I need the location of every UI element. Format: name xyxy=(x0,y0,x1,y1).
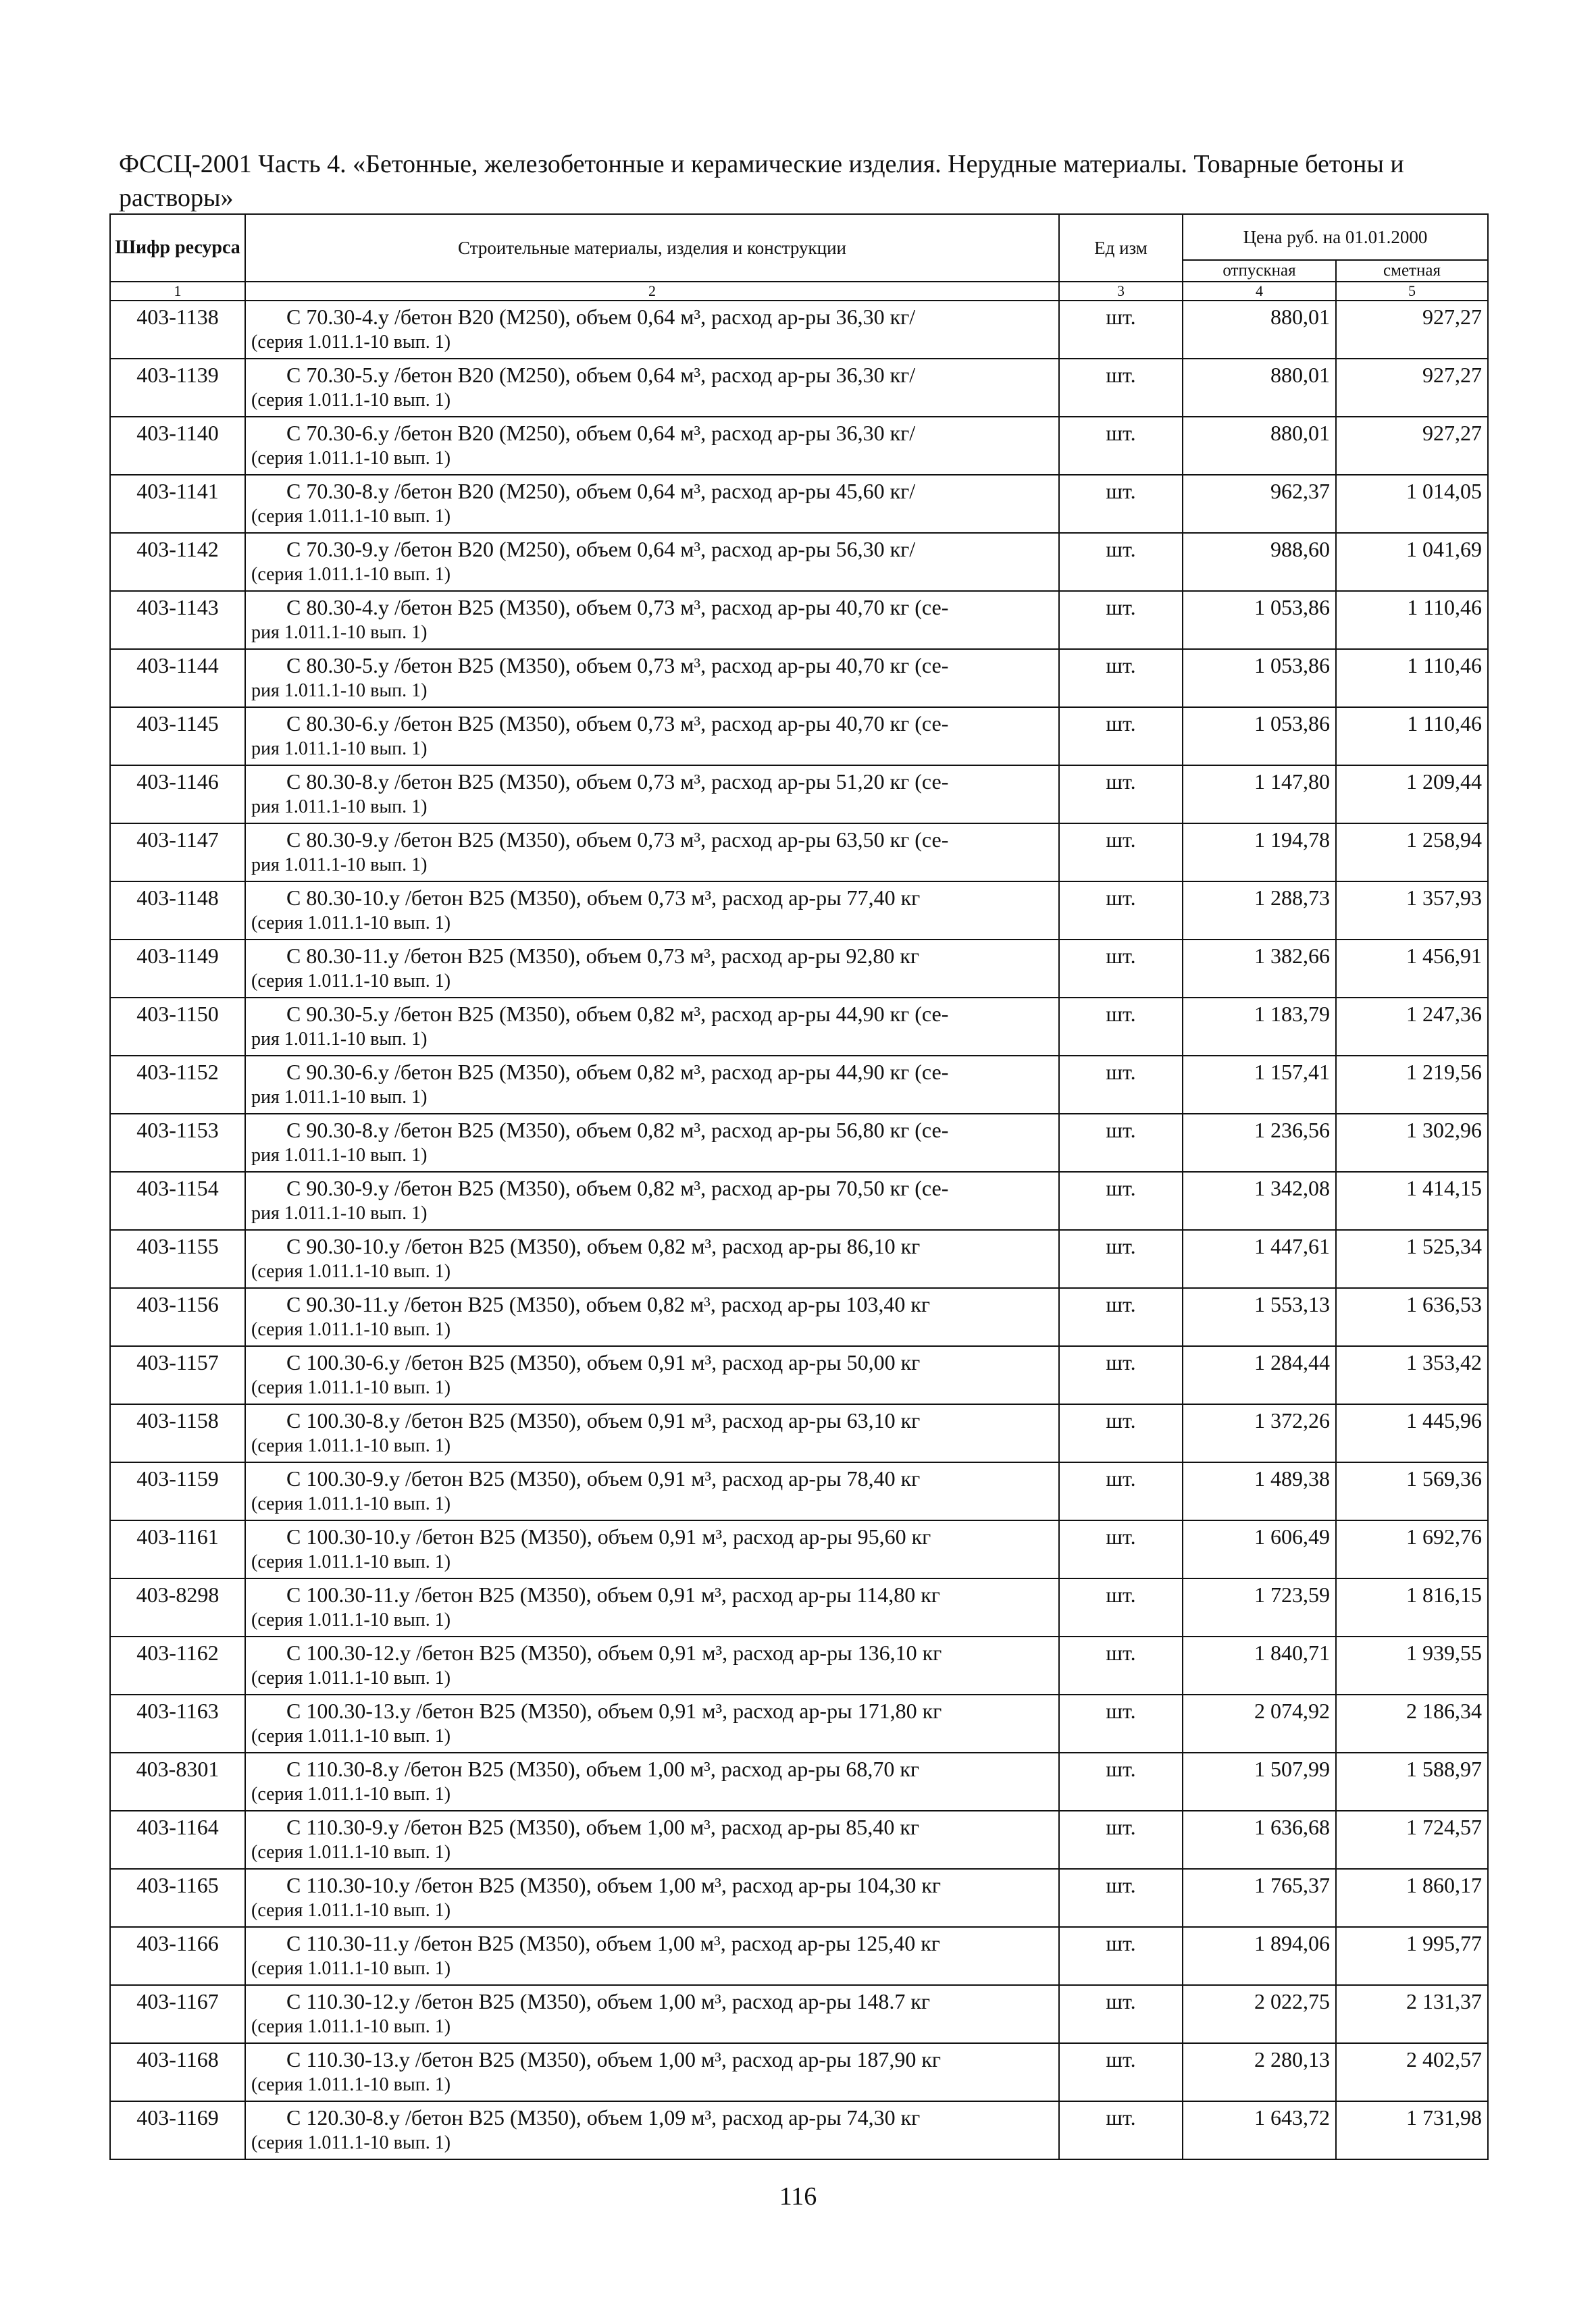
material-name xyxy=(245,417,1059,475)
material-name-line1: С 110.30-13.у /бетон В25 (М350), объем 1,00 м³, расход ар-ры 187,90 кг xyxy=(286,2047,942,2072)
col-number: 4 xyxy=(1183,282,1336,301)
resource-code: 403-1157 xyxy=(110,1346,245,1404)
resource-code: 403-1156 xyxy=(110,1288,245,1346)
price-estimate: 1 357,93 xyxy=(1336,881,1488,940)
price-release: 962,37 xyxy=(1183,475,1336,533)
resource-code: 403-1163 xyxy=(110,1695,245,1753)
unit: шт. xyxy=(1059,998,1183,1056)
price-estimate: 1 816,15 xyxy=(1336,1578,1488,1637)
material-name xyxy=(245,707,1059,765)
material-name xyxy=(245,940,1059,998)
price-estimate: 2 402,57 xyxy=(1336,2043,1488,2101)
material-name-line1: С 70.30-9.у /бетон В20 (М250), объем 0,64 м³, расход ар-ры 56,30 кг/ xyxy=(286,537,916,561)
table-row xyxy=(110,823,1488,881)
material-name xyxy=(245,1927,1059,1985)
price-release: 1 765,37 xyxy=(1183,1869,1336,1927)
material-name-line1: С 100.30-10.у /бетон В25 (М350), объем 0,91 м³, расход ар-ры 95,60 кг xyxy=(286,1524,931,1549)
table-row xyxy=(110,533,1488,591)
material-name-line1: С 100.30-12.у /бетон В25 (М350), объем 0,91 м³, расход ар-ры 136,10 кг xyxy=(286,1641,942,1665)
price-release: 2 022,75 xyxy=(1183,1985,1336,2043)
resource-code: 403-1141 xyxy=(110,475,245,533)
price-estimate: 1 302,96 xyxy=(1336,1114,1488,1172)
price-estimate: 1 110,46 xyxy=(1336,591,1488,649)
price-release: 1 288,73 xyxy=(1183,881,1336,940)
material-name-line2: (серия 1.011.1-10 вып. 1) xyxy=(251,1435,451,1456)
material-name-line2: (серия 1.011.1-10 вып. 1) xyxy=(251,1784,451,1805)
table-row xyxy=(110,881,1488,940)
resource-code: 403-1154 xyxy=(110,1172,245,1230)
resource-code: 403-1161 xyxy=(110,1520,245,1578)
resource-code: 403-1167 xyxy=(110,1985,245,2043)
table-row xyxy=(110,1056,1488,1114)
price-estimate: 1 209,44 xyxy=(1336,765,1488,823)
material-name xyxy=(245,2043,1059,2101)
material-name xyxy=(245,1520,1059,1578)
header-price-estimate: сметная xyxy=(1336,260,1488,282)
price-release: 1 636,68 xyxy=(1183,1811,1336,1869)
resource-code: 403-1139 xyxy=(110,359,245,417)
material-name-line2: рия 1.011.1-10 вып. 1) xyxy=(251,1203,428,1224)
header-code: Шифр ресурса xyxy=(110,214,245,282)
material-name-line2: (серия 1.011.1-10 вып. 1) xyxy=(251,390,451,411)
price-release: 1 183,79 xyxy=(1183,998,1336,1056)
material-name-line2: рия 1.011.1-10 вып. 1) xyxy=(251,680,428,701)
price-release: 1 723,59 xyxy=(1183,1578,1336,1637)
table-row xyxy=(110,1927,1488,1985)
material-name-line2: (серия 1.011.1-10 вып. 1) xyxy=(251,332,451,353)
material-name-line1: С 110.30-11.у /бетон В25 (М350), объем 1,00 м³, расход ар-ры 125,40 кг xyxy=(286,1931,940,1955)
table-row xyxy=(110,707,1488,765)
material-name-line1: С 120.30-8.у /бетон В25 (М350), объем 1,09 м³, расход ар-ры 74,30 кг xyxy=(286,2105,921,2130)
table-row xyxy=(110,1985,1488,2043)
material-name xyxy=(245,1753,1059,1811)
unit: шт. xyxy=(1059,2101,1183,2159)
material-name-line2: (серия 1.011.1-10 вып. 1) xyxy=(251,1610,451,1630)
material-name-line1: С 80.30-10.у /бетон В25 (М350), объем 0,73 м³, расход ар-ры 77,40 кг xyxy=(286,885,921,910)
material-name xyxy=(245,1811,1059,1869)
resource-code: 403-1162 xyxy=(110,1637,245,1695)
price-estimate: 927,27 xyxy=(1336,301,1488,359)
price-release: 1 236,56 xyxy=(1183,1114,1336,1172)
material-name xyxy=(245,1230,1059,1288)
unit: шт. xyxy=(1059,1114,1183,1172)
resource-code: 403-1155 xyxy=(110,1230,245,1288)
price-estimate: 927,27 xyxy=(1336,359,1488,417)
resource-code: 403-1153 xyxy=(110,1114,245,1172)
material-name-line2: (серия 1.011.1-10 вып. 1) xyxy=(251,1261,451,1282)
table-row xyxy=(110,1404,1488,1462)
unit: шт. xyxy=(1059,823,1183,881)
material-name xyxy=(245,533,1059,591)
material-name-line1: С 80.30-6.у /бетон В25 (М350), объем 0,73 м³, расход ар-ры 40,70 кг (се- xyxy=(286,711,949,736)
price-estimate: 1 456,91 xyxy=(1336,940,1488,998)
price-estimate: 1 731,98 xyxy=(1336,2101,1488,2159)
header-price: Цена руб. на 01.01.2000 xyxy=(1183,214,1488,260)
price-release: 1 053,86 xyxy=(1183,591,1336,649)
material-name-line2: (серия 1.011.1-10 вып. 1) xyxy=(251,1668,451,1689)
unit: шт. xyxy=(1059,1346,1183,1404)
material-name-line2: (серия 1.011.1-10 вып. 1) xyxy=(251,506,451,527)
unit: шт. xyxy=(1059,765,1183,823)
material-name-line2: рия 1.011.1-10 вып. 1) xyxy=(251,1087,428,1108)
price-estimate: 1 247,36 xyxy=(1336,998,1488,1056)
material-name-line2: (серия 1.011.1-10 вып. 1) xyxy=(251,1842,451,1863)
unit: шт. xyxy=(1059,1811,1183,1869)
resource-code: 403-1143 xyxy=(110,591,245,649)
table-body xyxy=(110,301,1488,2159)
col-number: 3 xyxy=(1059,282,1183,301)
price-estimate: 1 939,55 xyxy=(1336,1637,1488,1695)
table-row xyxy=(110,475,1488,533)
material-name xyxy=(245,765,1059,823)
price-estimate: 1 636,53 xyxy=(1336,1288,1488,1346)
material-name-line2: рия 1.011.1-10 вып. 1) xyxy=(251,854,428,875)
unit: шт. xyxy=(1059,1695,1183,1753)
price-release: 1 194,78 xyxy=(1183,823,1336,881)
material-name-line1: С 90.30-8.у /бетон В25 (М350), объем 0,82 м³, расход ар-ры 56,80 кг (се- xyxy=(286,1118,949,1142)
price-estimate: 1 110,46 xyxy=(1336,707,1488,765)
price-release: 880,01 xyxy=(1183,359,1336,417)
resource-code: 403-1159 xyxy=(110,1462,245,1520)
material-name-line1: С 100.30-6.у /бетон В25 (М350), объем 0,91 м³, расход ар-ры 50,00 кг xyxy=(286,1350,921,1374)
resource-code: 403-1150 xyxy=(110,998,245,1056)
unit: шт. xyxy=(1059,1404,1183,1462)
table-row xyxy=(110,1462,1488,1520)
material-name-line2: (серия 1.011.1-10 вып. 1) xyxy=(251,1900,451,1921)
unit: шт. xyxy=(1059,475,1183,533)
table-row xyxy=(110,1346,1488,1404)
material-name xyxy=(245,1404,1059,1462)
material-name-line1: С 110.30-10.у /бетон В25 (М350), объем 1,00 м³, расход ар-ры 104,30 кг xyxy=(286,1873,942,1897)
price-release: 1 507,99 xyxy=(1183,1753,1336,1811)
unit: шт. xyxy=(1059,649,1183,707)
header-unit: Ед изм xyxy=(1059,214,1183,282)
table-row xyxy=(110,417,1488,475)
material-name-line2: (серия 1.011.1-10 вып. 1) xyxy=(251,1493,451,1514)
price-release: 1 447,61 xyxy=(1183,1230,1336,1288)
material-name-line1: С 90.30-9.у /бетон В25 (М350), объем 0,82 м³, расход ар-ры 70,50 кг (се- xyxy=(286,1176,949,1200)
unit: шт. xyxy=(1059,881,1183,940)
material-name-line1: С 100.30-8.у /бетон В25 (М350), объем 0,91 м³, расход ар-ры 63,10 кг xyxy=(286,1408,921,1433)
material-name-line1: С 70.30-6.у /бетон В20 (М250), объем 0,64 м³, расход ар-ры 36,30 кг/ xyxy=(286,421,916,445)
table-row xyxy=(110,1172,1488,1230)
material-name-line2: (серия 1.011.1-10 вып. 1) xyxy=(251,564,451,585)
table-row xyxy=(110,2043,1488,2101)
material-name-line2: рия 1.011.1-10 вып. 1) xyxy=(251,796,428,817)
price-estimate: 1 995,77 xyxy=(1336,1927,1488,1985)
resource-code: 403-1166 xyxy=(110,1927,245,1985)
header-name: Строительные материалы, изделия и конструкции xyxy=(245,214,1059,282)
price-release: 1 489,38 xyxy=(1183,1462,1336,1520)
price-estimate: 1 588,97 xyxy=(1336,1753,1488,1811)
price-release: 2 280,13 xyxy=(1183,2043,1336,2101)
header-price-release: отпускная xyxy=(1183,260,1336,282)
material-name xyxy=(245,1695,1059,1753)
material-name-line2: рия 1.011.1-10 вып. 1) xyxy=(251,1029,428,1050)
material-name-line2: (серия 1.011.1-10 вып. 1) xyxy=(251,1958,451,1979)
table-row xyxy=(110,765,1488,823)
material-name-line2: (серия 1.011.1-10 вып. 1) xyxy=(251,1726,451,1747)
material-name-line2: рия 1.011.1-10 вып. 1) xyxy=(251,738,428,759)
unit: шт. xyxy=(1059,591,1183,649)
material-name-line1: С 110.30-9.у /бетон В25 (М350), объем 1,00 м³, расход ар-ры 85,40 кг xyxy=(286,1815,920,1839)
material-name xyxy=(245,649,1059,707)
table-row xyxy=(110,1811,1488,1869)
material-name-line2: (серия 1.011.1-10 вып. 1) xyxy=(251,1319,451,1340)
material-name xyxy=(245,359,1059,417)
page-title: ФССЦ-2001 Часть 4. «Бетонные, железобетонные и керамические изделия. Нерудные материалы. Товарные бетоны и растворы» xyxy=(119,150,1404,212)
unit: шт. xyxy=(1059,1637,1183,1695)
unit: шт. xyxy=(1059,533,1183,591)
page-number: 116 xyxy=(779,2182,817,2211)
material-name-line1: С 80.30-11.у /бетон В25 (М350), объем 0,73 м³, расход ар-ры 92,80 кг xyxy=(286,944,920,968)
material-name-line2: (серия 1.011.1-10 вып. 1) xyxy=(251,1551,451,1572)
unit: шт. xyxy=(1059,1869,1183,1927)
col-number: 1 xyxy=(110,282,245,301)
price-estimate: 2 131,37 xyxy=(1336,1985,1488,2043)
material-name-line1: С 80.30-5.у /бетон В25 (М350), объем 0,73 м³, расход ар-ры 40,70 кг (се- xyxy=(286,653,949,677)
resource-code: 403-8298 xyxy=(110,1578,245,1637)
resource-code: 403-1152 xyxy=(110,1056,245,1114)
table-row xyxy=(110,301,1488,359)
table-row xyxy=(110,1578,1488,1637)
material-name xyxy=(245,823,1059,881)
col-number: 2 xyxy=(245,282,1059,301)
material-name-line1: С 90.30-5.у /бетон В25 (М350), объем 0,82 м³, расход ар-ры 44,90 кг (се- xyxy=(286,1002,949,1026)
unit: шт. xyxy=(1059,1927,1183,1985)
table-row xyxy=(110,1230,1488,1288)
table-row xyxy=(110,1753,1488,1811)
material-name xyxy=(245,998,1059,1056)
material-name-line1: С 70.30-5.у /бетон В20 (М250), объем 0,64 м³, расход ар-ры 36,30 кг/ xyxy=(286,363,916,387)
unit: шт. xyxy=(1059,1056,1183,1114)
price-estimate: 2 186,34 xyxy=(1336,1695,1488,1753)
resource-code: 403-1147 xyxy=(110,823,245,881)
unit: шт. xyxy=(1059,1520,1183,1578)
unit: шт. xyxy=(1059,417,1183,475)
price-release: 1 894,06 xyxy=(1183,1927,1336,1985)
material-name xyxy=(245,1578,1059,1637)
material-name-line2: (серия 1.011.1-10 вып. 1) xyxy=(251,1377,451,1398)
unit: шт. xyxy=(1059,940,1183,998)
table-row xyxy=(110,1637,1488,1695)
material-name xyxy=(245,881,1059,940)
table-row xyxy=(110,1114,1488,1172)
material-name-line1: С 100.30-9.у /бетон В25 (М350), объем 0,91 м³, расход ар-ры 78,40 кг xyxy=(286,1466,921,1491)
material-name-line2: рия 1.011.1-10 вып. 1) xyxy=(251,1145,428,1166)
price-release: 1 053,86 xyxy=(1183,707,1336,765)
unit: шт. xyxy=(1059,301,1183,359)
material-name xyxy=(245,475,1059,533)
material-name-line1: С 100.30-11.у /бетон В25 (М350), объем 0,91 м³, расход ар-ры 114,80 кг xyxy=(286,1583,940,1607)
price-estimate: 1 014,05 xyxy=(1336,475,1488,533)
table-row xyxy=(110,591,1488,649)
table-row xyxy=(110,359,1488,417)
material-name-line1: С 70.30-8.у /бетон В20 (М250), объем 0,64 м³, расход ар-ры 45,60 кг/ xyxy=(286,479,916,503)
material-name-line2: (серия 1.011.1-10 вып. 1) xyxy=(251,2016,451,2037)
unit: шт. xyxy=(1059,1172,1183,1230)
material-name-line1: С 110.30-8.у /бетон В25 (М350), объем 1,00 м³, расход ар-ры 68,70 кг xyxy=(286,1757,920,1781)
unit: шт. xyxy=(1059,1462,1183,1520)
table-row xyxy=(110,940,1488,998)
unit: шт. xyxy=(1059,707,1183,765)
material-name-line1: С 80.30-8.у /бетон В25 (М350), объем 0,73 м³, расход ар-ры 51,20 кг (се- xyxy=(286,769,949,794)
price-release: 2 074,92 xyxy=(1183,1695,1336,1753)
material-name-line1: С 90.30-10.у /бетон В25 (М350), объем 0,82 м³, расход ар-ры 86,10 кг xyxy=(286,1234,921,1258)
price-release: 1 053,86 xyxy=(1183,649,1336,707)
table-row xyxy=(110,1520,1488,1578)
resource-code: 403-1164 xyxy=(110,1811,245,1869)
table-row xyxy=(110,2101,1488,2159)
material-name-line2: (серия 1.011.1-10 вып. 1) xyxy=(251,912,451,933)
col-number: 5 xyxy=(1336,282,1488,301)
material-name xyxy=(245,1288,1059,1346)
price-estimate: 1 110,46 xyxy=(1336,649,1488,707)
price-estimate: 1 041,69 xyxy=(1336,533,1488,591)
price-estimate: 1 692,76 xyxy=(1336,1520,1488,1578)
material-name-line1: С 80.30-9.у /бетон В25 (М350), объем 0,73 м³, расход ар-ры 63,50 кг (се- xyxy=(286,827,949,852)
resource-code: 403-8301 xyxy=(110,1753,245,1811)
material-name xyxy=(245,1637,1059,1695)
price-estimate: 1 258,94 xyxy=(1336,823,1488,881)
price-estimate: 1 414,15 xyxy=(1336,1172,1488,1230)
resource-code: 403-1138 xyxy=(110,301,245,359)
material-name-line2: рия 1.011.1-10 вып. 1) xyxy=(251,622,428,643)
price-release: 1 157,41 xyxy=(1183,1056,1336,1114)
material-name xyxy=(245,591,1059,649)
material-name-line2: (серия 1.011.1-10 вып. 1) xyxy=(251,2074,451,2095)
price-release: 1 342,08 xyxy=(1183,1172,1336,1230)
price-estimate: 1 724,57 xyxy=(1336,1811,1488,1869)
material-name xyxy=(245,1985,1059,2043)
unit: шт. xyxy=(1059,2043,1183,2101)
table-row xyxy=(110,998,1488,1056)
material-name-line1: С 110.30-12.у /бетон В25 (М350), объем 1,00 м³, расход ар-ры 148.7 кг xyxy=(286,1989,931,2013)
resource-code: 403-1140 xyxy=(110,417,245,475)
price-estimate: 1 569,36 xyxy=(1336,1462,1488,1520)
resource-code: 403-1165 xyxy=(110,1869,245,1927)
price-estimate: 1 353,42 xyxy=(1336,1346,1488,1404)
resource-code: 403-1158 xyxy=(110,1404,245,1462)
material-name xyxy=(245,1114,1059,1172)
material-name xyxy=(245,1056,1059,1114)
material-name xyxy=(245,1869,1059,1927)
price-estimate: 1 525,34 xyxy=(1336,1230,1488,1288)
resource-code: 403-1142 xyxy=(110,533,245,591)
price-release: 880,01 xyxy=(1183,301,1336,359)
resource-code: 403-1169 xyxy=(110,2101,245,2159)
price-release: 880,01 xyxy=(1183,417,1336,475)
resource-code: 403-1148 xyxy=(110,881,245,940)
resource-code: 403-1146 xyxy=(110,765,245,823)
unit: шт. xyxy=(1059,1578,1183,1637)
price-release: 1 382,66 xyxy=(1183,940,1336,998)
price-release: 1 643,72 xyxy=(1183,2101,1336,2159)
price-release: 1 147,80 xyxy=(1183,765,1336,823)
price-estimate: 1 219,56 xyxy=(1336,1056,1488,1114)
resource-code: 403-1145 xyxy=(110,707,245,765)
unit: шт. xyxy=(1059,1985,1183,2043)
material-name xyxy=(245,1462,1059,1520)
material-name-line1: С 90.30-6.у /бетон В25 (М350), объем 0,82 м³, расход ар-ры 44,90 кг (се- xyxy=(286,1060,949,1084)
price-release: 1 284,44 xyxy=(1183,1346,1336,1404)
unit: шт. xyxy=(1059,1288,1183,1346)
material-name-line2: (серия 1.011.1-10 вып. 1) xyxy=(251,2132,451,2153)
material-name xyxy=(245,2101,1059,2159)
price-release: 988,60 xyxy=(1183,533,1336,591)
material-name-line1: С 100.30-13.у /бетон В25 (М350), объем 0,91 м³, расход ар-ры 171,80 кг xyxy=(286,1699,942,1723)
table-row xyxy=(110,1869,1488,1927)
price-estimate: 927,27 xyxy=(1336,417,1488,475)
price-release: 1 840,71 xyxy=(1183,1637,1336,1695)
material-name xyxy=(245,301,1059,359)
resource-code: 403-1144 xyxy=(110,649,245,707)
material-name-line1: С 90.30-11.у /бетон В25 (М350), объем 0,82 м³, расход ар-ры 103,40 кг xyxy=(286,1292,931,1316)
price-estimate: 1 860,17 xyxy=(1336,1869,1488,1927)
price-release: 1 606,49 xyxy=(1183,1520,1336,1578)
material-name-line1: С 70.30-4.у /бетон В20 (М250), объем 0,64 м³, расход ар-ры 36,30 кг/ xyxy=(286,305,916,329)
resource-code: 403-1168 xyxy=(110,2043,245,2101)
price-estimate: 1 445,96 xyxy=(1336,1404,1488,1462)
material-name-line1: С 80.30-4.у /бетон В25 (М350), объем 0,73 м³, расход ар-ры 40,70 кг (се- xyxy=(286,595,949,619)
unit: шт. xyxy=(1059,1753,1183,1811)
table-row xyxy=(110,1288,1488,1346)
unit: шт. xyxy=(1059,1230,1183,1288)
material-name xyxy=(245,1172,1059,1230)
table-row xyxy=(110,1695,1488,1753)
unit: шт. xyxy=(1059,359,1183,417)
table-row xyxy=(110,649,1488,707)
price-release: 1 553,13 xyxy=(1183,1288,1336,1346)
price-table xyxy=(109,213,1489,2160)
resource-code: 403-1149 xyxy=(110,940,245,998)
material-name-line2: (серия 1.011.1-10 вып. 1) xyxy=(251,448,451,469)
material-name-line2: (серия 1.011.1-10 вып. 1) xyxy=(251,971,451,992)
material-name xyxy=(245,1346,1059,1404)
price-release: 1 372,26 xyxy=(1183,1404,1336,1462)
